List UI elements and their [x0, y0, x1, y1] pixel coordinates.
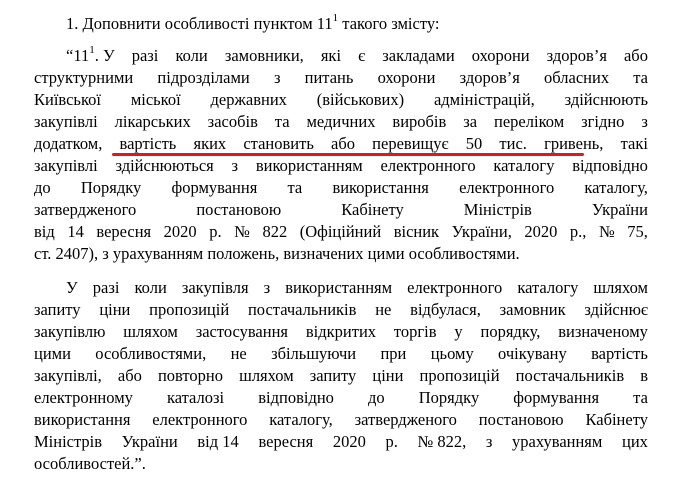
word: 75, — [627, 222, 648, 241]
highlighted-word: гривень, — [544, 134, 604, 153]
word: ціни — [372, 366, 404, 385]
word: до — [34, 178, 51, 197]
word: охорони — [471, 46, 530, 65]
word: Порядку — [80, 178, 142, 197]
word: р. — [209, 222, 222, 241]
word: затвердженого — [34, 200, 137, 219]
word: пропозицій — [419, 366, 500, 385]
p1-line-9 — [34, 222, 648, 242]
highlighted-word: 50 — [465, 134, 483, 153]
word: каталозі — [166, 388, 225, 407]
word: вісник — [393, 222, 440, 241]
word: в — [640, 366, 648, 385]
word: № — [598, 222, 615, 241]
p1-line-6 — [34, 156, 648, 176]
p1-line-7 — [34, 178, 648, 198]
word: електронного — [407, 278, 503, 297]
p2-line-4 — [34, 344, 648, 364]
word: запиту — [309, 366, 357, 385]
word: каталогу, — [584, 178, 648, 197]
word: порядку, — [480, 322, 541, 341]
word: повторно — [157, 366, 224, 385]
word: використанням — [255, 156, 363, 175]
p1-line-4 — [34, 112, 648, 132]
word: каталогу — [493, 156, 555, 175]
highlighted-word: яких — [193, 134, 227, 153]
word: використання — [332, 178, 429, 197]
word: засобів — [207, 112, 258, 131]
word: вересня — [258, 432, 314, 451]
word: 822 — [262, 222, 288, 241]
p2-line-6 — [34, 388, 648, 408]
word: з — [263, 278, 271, 297]
highlighted-word: становить — [243, 134, 314, 153]
word: здійснює — [584, 300, 648, 319]
word: електронного — [459, 178, 555, 197]
word: р., — [569, 222, 587, 241]
word: закупівлі — [34, 156, 98, 175]
heading-superscript: 1 — [332, 11, 339, 24]
p2-line-7 — [34, 410, 648, 430]
word: (Офіційний — [299, 222, 382, 241]
word: застосування — [195, 322, 289, 341]
word: постановою — [478, 410, 564, 429]
word: з — [231, 156, 239, 175]
word: закупівлі — [34, 112, 98, 131]
word: лікарських — [114, 112, 191, 131]
word: згідно — [581, 112, 625, 131]
word: особливостями, — [95, 344, 207, 363]
word: відповідно — [258, 388, 334, 407]
p1-line-5 — [34, 134, 648, 154]
word: є — [358, 46, 366, 65]
word: замовник — [499, 300, 566, 319]
word: здійснюють — [564, 90, 648, 109]
word: затвердженого — [354, 410, 457, 429]
word: торгів — [393, 322, 437, 341]
p2-line-3 — [34, 322, 648, 342]
word: закупівлю — [34, 322, 106, 341]
word: (військових) — [316, 90, 405, 109]
word: постановою — [196, 200, 282, 219]
highlighted-word: або — [331, 134, 355, 153]
word: міської — [130, 90, 181, 109]
word: України — [591, 200, 648, 219]
word: або — [623, 46, 648, 65]
word: каталогу — [517, 278, 579, 297]
word: відкритих — [305, 322, 377, 341]
word: замовники, — [224, 46, 304, 65]
word: з — [273, 68, 281, 87]
amendment-heading — [66, 11, 440, 34]
word: адміністрацій, — [433, 90, 535, 109]
word: виробів — [392, 112, 447, 131]
word: У — [66, 278, 78, 297]
word: від — [34, 222, 55, 241]
word: здоров’я — [459, 68, 520, 87]
p1-line-2 — [34, 68, 648, 88]
word: електронного — [152, 410, 248, 429]
word: ціни — [99, 300, 131, 319]
word: електронного — [380, 156, 476, 175]
word: постачальників — [515, 366, 625, 385]
p2-line-1 — [66, 278, 648, 298]
word: відбулася, — [410, 300, 481, 319]
word: коли — [175, 46, 208, 65]
word: Міністрів — [34, 432, 103, 451]
word: до — [368, 388, 385, 407]
word: такі — [620, 134, 648, 153]
word: Порядку — [418, 388, 480, 407]
word: державних — [210, 90, 287, 109]
word: та — [287, 178, 303, 197]
word: разі — [131, 46, 159, 65]
word: підрозділами — [157, 68, 250, 87]
highlighted-word: перевищує — [372, 134, 449, 153]
word: каталогу, — [269, 410, 333, 429]
word: структурними — [34, 68, 134, 87]
word: збільшуючи — [271, 344, 357, 363]
p1-line-1 — [66, 43, 648, 66]
word: шляхом — [239, 366, 294, 385]
word: цих — [621, 432, 648, 451]
word: які — [320, 46, 342, 65]
p1-line-8 — [34, 200, 648, 220]
p2-line-2 — [34, 300, 648, 320]
word: від 14 — [197, 432, 239, 451]
heading-lead: 1. Доповнити особливості пунктом 11 — [66, 14, 333, 33]
word: № — [234, 222, 250, 241]
word: та — [633, 388, 648, 407]
item-superscript: 1 — [89, 43, 95, 56]
word: вересня — [96, 222, 152, 241]
word: обласних — [544, 68, 610, 87]
word: здійснюються — [115, 156, 214, 175]
word: формування — [513, 388, 600, 407]
word: 2020 — [163, 222, 197, 241]
word: відповідно — [572, 156, 648, 175]
p2-line-9: особливостей.”. — [34, 454, 146, 473]
word: закладами — [382, 46, 455, 65]
heading-tail: такого змісту: — [338, 14, 440, 33]
word: визначеному — [558, 322, 648, 341]
word: з — [485, 432, 493, 451]
word: України, — [451, 222, 512, 241]
word: за — [463, 112, 478, 131]
word: шляхом — [123, 322, 178, 341]
word: переліком — [494, 112, 565, 131]
word: України — [121, 432, 178, 451]
word: р. — [385, 432, 398, 451]
p2-line-5 — [34, 366, 648, 386]
p2-line-8 — [34, 432, 648, 452]
word: питань — [304, 68, 354, 87]
word: Київської — [34, 90, 101, 109]
word: очікувану — [498, 344, 567, 363]
word: використанням — [285, 278, 393, 297]
word: цьому — [430, 344, 474, 363]
word: Кабінету — [341, 200, 404, 219]
word: додатком, — [34, 134, 103, 153]
last-line-text: ст. 2407), з урахуванням положень, визначених цими особливостями. — [34, 244, 520, 263]
word: закупівля — [181, 278, 249, 297]
word: та — [274, 112, 290, 131]
word: постачальників — [247, 300, 357, 319]
p1-line-3 — [34, 90, 648, 110]
word: пропозицій — [149, 300, 230, 319]
word: здоров’я — [546, 46, 607, 65]
word: або — [117, 366, 142, 385]
word: при — [380, 344, 407, 363]
word: електронному — [34, 388, 133, 407]
word: урахуванням — [512, 432, 603, 451]
word: у — [454, 322, 463, 341]
word: 2020 — [332, 432, 366, 451]
highlighted-word: тис. — [499, 134, 527, 153]
word: Міністрів — [463, 200, 532, 219]
word: разі — [92, 278, 120, 297]
word: охорони — [377, 68, 436, 87]
word: № 822, — [417, 432, 467, 451]
word: цими — [34, 344, 71, 363]
word: не — [375, 300, 392, 319]
word: використання — [34, 410, 131, 429]
word: запиту — [34, 300, 81, 319]
word: Кабінету — [585, 410, 648, 429]
word: шляхом — [593, 278, 648, 297]
highlighted-word: вартість — [119, 134, 177, 153]
word: вартість — [591, 344, 648, 363]
word: та — [633, 68, 648, 87]
word: медичних — [306, 112, 376, 131]
p1-line-10 — [34, 244, 520, 264]
word: коли — [134, 278, 167, 297]
word: закупівлі, — [34, 366, 102, 385]
word: 2020 — [524, 222, 558, 241]
word: з — [641, 112, 648, 131]
word: формування — [171, 178, 258, 197]
word: 14 — [67, 222, 84, 241]
p1-item-number: “$11^1$. У — [66, 43, 115, 65]
word: не — [230, 344, 247, 363]
